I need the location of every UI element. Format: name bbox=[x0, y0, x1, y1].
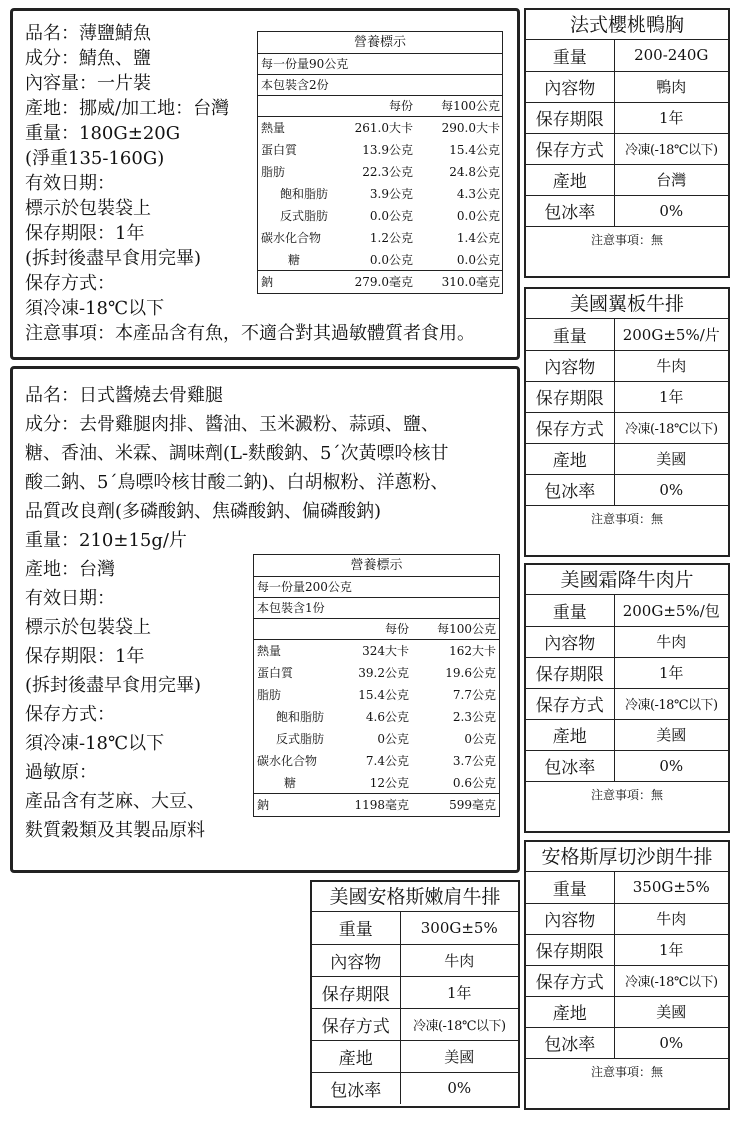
spec-key: 保存方式 bbox=[526, 133, 614, 164]
spec-key: 內容物 bbox=[526, 626, 614, 657]
per-serving-value: 12公克 bbox=[369, 776, 409, 790]
per-100g-value: 290.0大卡 bbox=[441, 121, 500, 135]
nutrition-row bbox=[258, 139, 502, 161]
nutrition-header-row bbox=[258, 96, 502, 117]
spec-key: 產地 bbox=[526, 996, 614, 1027]
per-serving-value: 1198毫克 bbox=[354, 798, 409, 812]
info-line: 內容量：一片裝 bbox=[25, 73, 151, 94]
spec-value: 0% bbox=[614, 1027, 728, 1058]
spec-table bbox=[526, 872, 728, 1059]
info-line: 成分：鯖魚、鹽 bbox=[25, 48, 151, 69]
info-line: 有效日期： bbox=[25, 588, 115, 609]
info-line: 標示於包裝袋上 bbox=[25, 198, 151, 219]
col-per-100g: 每100公克 bbox=[441, 99, 500, 113]
serving-size: 每一份量90公克 bbox=[258, 54, 502, 75]
info-line: 酸二鈉、5ˊ鳥嘌呤核甘酸二鈉)、白胡椒粉、洋蔥粉、 bbox=[25, 472, 449, 493]
spec-key: 保存方式 bbox=[312, 1008, 400, 1040]
spec-card-flatiron bbox=[524, 287, 730, 557]
per-100g-value: 0公克 bbox=[464, 732, 496, 746]
info-line: 保存方式： bbox=[25, 704, 115, 725]
spec-key: 包冰率 bbox=[526, 1027, 614, 1058]
per-serving-value: 0公克 bbox=[377, 732, 409, 746]
spec-value: 牛肉 bbox=[400, 944, 518, 976]
per-100g-value: 162大卡 bbox=[449, 644, 496, 658]
info-line: 須冷凍-18℃以下 bbox=[25, 733, 165, 754]
spec-card-shoulder bbox=[310, 880, 520, 1108]
spec-card-marbled bbox=[524, 563, 730, 833]
spec-key: 重量 bbox=[312, 912, 400, 944]
per-100g-value: 1.4公克 bbox=[456, 231, 500, 245]
info-line: 產地：挪威/加工地：台灣 bbox=[25, 98, 230, 119]
spec-value: 美國 bbox=[614, 719, 728, 750]
nutrient-label: 反式脂肪 bbox=[280, 209, 329, 223]
spec-value: 0% bbox=[614, 750, 728, 781]
spec-table bbox=[526, 40, 728, 227]
info-line: (拆封後盡早食用完畢) bbox=[25, 248, 202, 269]
info-line: (拆封後盡早食用完畢) bbox=[25, 675, 202, 696]
nutrient-label: 蛋白質 bbox=[257, 666, 294, 680]
nutrition-row bbox=[254, 640, 499, 662]
nutrition-title: 營養標示 bbox=[258, 32, 502, 54]
info-line: 重量：210±15g/片 bbox=[25, 530, 187, 551]
info-line: 過敏原： bbox=[25, 762, 97, 783]
nutrition-row bbox=[258, 183, 502, 205]
info-line: 品質改良劑(多磷酸鈉、焦磷酸鈉、偏磷酸鈉) bbox=[25, 501, 382, 522]
spec-key: 內容物 bbox=[526, 71, 614, 102]
nutrition-row bbox=[258, 117, 502, 139]
spec-key: 內容物 bbox=[312, 944, 400, 976]
nutrition-row bbox=[258, 227, 502, 249]
per-serving-value: 0.0公克 bbox=[369, 209, 413, 223]
servings-per-package: 本包裝含2份 bbox=[258, 75, 502, 96]
spec-value: 牛肉 bbox=[614, 350, 728, 381]
nutrition-row bbox=[254, 794, 499, 816]
per-serving-value: 1.2公克 bbox=[369, 231, 413, 245]
info-line: 有效日期： bbox=[25, 173, 115, 194]
per-100g-value: 4.3公克 bbox=[456, 187, 500, 201]
nutrient-label: 鈉 bbox=[261, 275, 274, 289]
serving-size: 每一份量200公克 bbox=[254, 577, 499, 598]
col-per-serving: 每份 bbox=[388, 99, 413, 113]
nutrient-label: 鈉 bbox=[257, 798, 270, 812]
chicken-info bbox=[25, 381, 449, 555]
spec-value: 冷凍(-18℃以下) bbox=[400, 1008, 518, 1040]
info-line: 成分：去骨雞腿肉排、醬油、玉米澱粉、蒜頭、鹽、 bbox=[25, 414, 439, 435]
spec-value: 鴨肉 bbox=[614, 71, 728, 102]
info-line: 麩質穀類及其製品原料 bbox=[25, 820, 205, 841]
spec-value: 200G±5%/包 bbox=[614, 595, 728, 626]
spec-value: 冷凍(-18℃以下) bbox=[614, 412, 728, 443]
nutrient-label: 飽和脂肪 bbox=[276, 710, 325, 724]
mackerel-label-panel bbox=[10, 8, 520, 360]
spec-value: 冷凍(-18℃以下) bbox=[614, 133, 728, 164]
per-100g-value: 0.0公克 bbox=[456, 209, 500, 223]
nutrient-label: 糖 bbox=[288, 253, 301, 267]
nutrient-label: 熱量 bbox=[257, 644, 282, 658]
spec-key: 包冰率 bbox=[312, 1072, 400, 1104]
spec-value: 350G±5% bbox=[614, 872, 728, 903]
mackerel-note: 注意事項：本產品含有魚，不適合對其過敏體質者食用。 bbox=[25, 323, 475, 344]
spec-key: 保存方式 bbox=[526, 688, 614, 719]
nutrition-row bbox=[258, 271, 502, 293]
per-100g-value: 3.7公克 bbox=[452, 754, 496, 768]
info-line: 產品含有芝麻、大豆、 bbox=[25, 791, 205, 812]
nutrition-row bbox=[258, 249, 502, 271]
spec-card-sirloin bbox=[524, 840, 730, 1110]
per-100g-value: 19.6公克 bbox=[445, 666, 496, 680]
per-serving-value: 261.0大卡 bbox=[354, 121, 413, 135]
nutrient-label: 碳水化合物 bbox=[257, 754, 318, 768]
per-serving-value: 7.4公克 bbox=[365, 754, 409, 768]
per-serving-value: 15.4公克 bbox=[358, 688, 409, 702]
per-100g-value: 310.0毫克 bbox=[441, 275, 500, 289]
spec-table bbox=[526, 319, 728, 506]
nutrition-title: 營養標示 bbox=[254, 555, 499, 577]
nutrient-label: 脂肪 bbox=[257, 688, 282, 702]
spec-title: 美國霜降牛肉片 bbox=[526, 565, 728, 595]
nutrition-row bbox=[254, 662, 499, 684]
spec-value: 1年 bbox=[400, 976, 518, 1008]
spec-note: 注意事項：無 bbox=[590, 232, 663, 247]
spec-card-duck bbox=[524, 8, 730, 278]
per-serving-value: 4.6公克 bbox=[365, 710, 409, 724]
info-line: 產地：台灣 bbox=[25, 559, 115, 580]
per-serving-value: 324大卡 bbox=[362, 644, 409, 658]
spec-title: 美國翼板牛排 bbox=[526, 289, 728, 319]
spec-key: 內容物 bbox=[526, 350, 614, 381]
spec-title: 法式櫻桃鴨胸 bbox=[526, 10, 728, 40]
nutrition-row bbox=[254, 706, 499, 728]
spec-key: 內容物 bbox=[526, 903, 614, 934]
spec-title: 美國安格斯嫩肩牛排 bbox=[312, 882, 518, 912]
nutrient-label: 脂肪 bbox=[261, 165, 286, 179]
spec-table bbox=[526, 595, 728, 782]
spec-key: 產地 bbox=[312, 1040, 400, 1072]
spec-key: 包冰率 bbox=[526, 195, 614, 226]
nutrient-label: 反式脂肪 bbox=[276, 732, 325, 746]
per-serving-value: 0.0公克 bbox=[369, 253, 413, 267]
spec-value: 300G±5% bbox=[400, 912, 518, 944]
spec-value: 美國 bbox=[614, 443, 728, 474]
nutrition-row bbox=[254, 750, 499, 772]
chicken-label-panel bbox=[10, 366, 520, 873]
per-100g-value: 0.0公克 bbox=[456, 253, 500, 267]
info-line: 須冷凍-18℃以下 bbox=[25, 298, 165, 319]
nutrition-row bbox=[254, 728, 499, 750]
spec-key: 重量 bbox=[526, 595, 614, 626]
spec-value: 1年 bbox=[614, 657, 728, 688]
info-line: (淨重135-160G) bbox=[25, 148, 165, 169]
spec-key: 包冰率 bbox=[526, 474, 614, 505]
info-line: 保存期限：1年 bbox=[25, 646, 145, 667]
spec-key: 保存期限 bbox=[526, 657, 614, 688]
info-line: 保存期限：1年 bbox=[25, 223, 145, 244]
spec-key: 保存方式 bbox=[526, 965, 614, 996]
per-100g-value: 7.7公克 bbox=[452, 688, 496, 702]
servings-per-package: 本包裝含1份 bbox=[254, 598, 499, 619]
info-line: 重量：180G±20G bbox=[25, 123, 181, 144]
info-line: 糖、香油、米霖、調味劑(L-麩酸鈉、5ˊ次黃嘌呤核甘 bbox=[25, 443, 449, 464]
info-line: 品名：日式醬燒去骨雞腿 bbox=[25, 385, 223, 406]
mackerel-nutrition-table bbox=[257, 31, 503, 294]
spec-table bbox=[312, 912, 518, 1104]
spec-value: 1年 bbox=[614, 102, 728, 133]
nutrition-row bbox=[258, 205, 502, 227]
spec-key: 重量 bbox=[526, 40, 614, 71]
nutrient-label: 蛋白質 bbox=[261, 143, 298, 157]
spec-value: 200G±5%/片 bbox=[614, 319, 728, 350]
spec-value: 冷凍(-18℃以下) bbox=[614, 965, 728, 996]
spec-key: 產地 bbox=[526, 443, 614, 474]
spec-value: 牛肉 bbox=[614, 626, 728, 657]
spec-key: 重量 bbox=[526, 319, 614, 350]
spec-key: 包冰率 bbox=[526, 750, 614, 781]
per-serving-value: 3.9公克 bbox=[369, 187, 413, 201]
spec-value: 200-240G bbox=[614, 40, 728, 71]
spec-key: 保存方式 bbox=[526, 412, 614, 443]
spec-value: 1年 bbox=[614, 934, 728, 965]
nutrition-row bbox=[258, 161, 502, 183]
spec-value: 台灣 bbox=[614, 164, 728, 195]
per-100g-value: 15.4公克 bbox=[449, 143, 500, 157]
spec-key: 保存期限 bbox=[526, 102, 614, 133]
spec-key: 重量 bbox=[526, 872, 614, 903]
spec-value: 美國 bbox=[400, 1040, 518, 1072]
per-serving-value: 13.9公克 bbox=[362, 143, 413, 157]
nutrient-label: 碳水化合物 bbox=[261, 231, 322, 245]
spec-value: 0% bbox=[447, 1079, 472, 1098]
spec-value: 0% bbox=[614, 195, 728, 226]
per-100g-value: 2.3公克 bbox=[452, 710, 496, 724]
info-line: 標示於包裝袋上 bbox=[25, 617, 151, 638]
spec-value: 美國 bbox=[614, 996, 728, 1027]
info-line: 保存方式： bbox=[25, 273, 115, 294]
nutrient-label: 糖 bbox=[284, 776, 297, 790]
spec-key: 保存期限 bbox=[526, 934, 614, 965]
spec-title: 安格斯厚切沙朗牛排 bbox=[526, 842, 728, 872]
spec-key: 保存期限 bbox=[312, 976, 400, 1008]
nutrition-row bbox=[254, 772, 499, 794]
spec-value: 0% bbox=[614, 474, 728, 505]
spec-value: 牛肉 bbox=[614, 903, 728, 934]
spec-key: 產地 bbox=[526, 164, 614, 195]
per-100g-value: 599毫克 bbox=[449, 798, 496, 812]
spec-note: 注意事項：無 bbox=[590, 787, 663, 802]
chicken-nutrition-table bbox=[253, 554, 500, 817]
spec-value: 冷凍(-18℃以下) bbox=[614, 688, 728, 719]
info-line: 品名：薄鹽鯖魚 bbox=[25, 23, 151, 44]
chicken-info-lower bbox=[25, 555, 205, 845]
nutrient-label: 飽和脂肪 bbox=[280, 187, 329, 201]
per-serving-value: 279.0毫克 bbox=[354, 275, 413, 289]
per-100g-value: 0.6公克 bbox=[452, 776, 496, 790]
nutrition-row bbox=[254, 684, 499, 706]
per-100g-value: 24.8公克 bbox=[449, 165, 500, 179]
spec-value: 1年 bbox=[614, 381, 728, 412]
nutrition-header-row bbox=[254, 619, 499, 640]
spec-note: 注意事項：無 bbox=[590, 511, 663, 526]
spec-key: 保存期限 bbox=[526, 381, 614, 412]
spec-key: 產地 bbox=[526, 719, 614, 750]
col-per-100g: 每100公克 bbox=[437, 622, 496, 636]
nutrient-label: 熱量 bbox=[261, 121, 286, 135]
col-per-serving: 每份 bbox=[384, 622, 409, 636]
spec-note: 注意事項：無 bbox=[590, 1064, 663, 1079]
per-serving-value: 22.3公克 bbox=[362, 165, 413, 179]
per-serving-value: 39.2公克 bbox=[358, 666, 409, 680]
